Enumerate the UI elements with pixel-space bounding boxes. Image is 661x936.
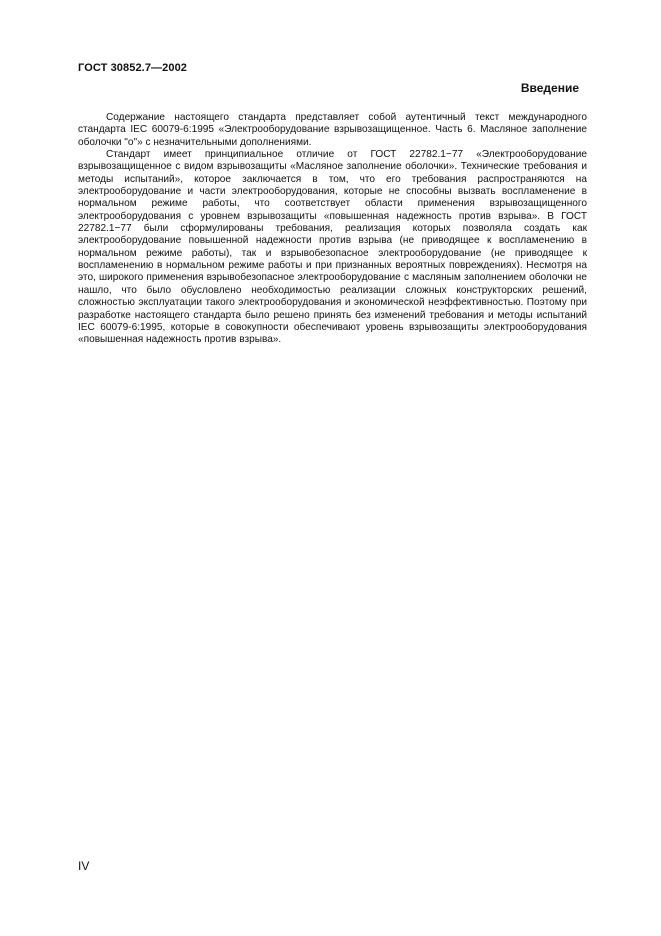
paragraph-1: Содержание настоящего стандарта представляет собой аутентичный текст международного стандарта IEC 60079-6:1995 «Электрооборудование взрывозащищенное. Часть 6. Масляное заполнение оболочки "о"» с незначительными дополнениями. [78,112,587,148]
paragraph-2: Стандарт имеет принципиальное отличие от ГОСТ 22782.1−77 «Электрооборудование взрывозащищенное с видом взрывозащиты «Масляное заполнение оболочки». Технические требования и методы испытаний», которое заключается в том, что его требования распространяются на электрооборудование и части электрооборудования, которые не способны вызвать воспламенение в нормальном режиме работы, что соответствует области применения взрывозащищенного электрооборудования с уровнем взрывозащиты «повышенная надежность против взрыва». В ГОСТ 22782.1−77 были сформулированы требования, реализация которых позволяла создать как электрооборудование повышенной надежности против взрыва (не приводящее к воспламенению в нормальном режиме работы), так и взрывобезопасное электрооборудование (не приводящее к воспламенению в нормальном режиме работы и при признанных вероятных повреждениях). Несмотря на это, широкого применения взрывобезопасное электрооборудование с масляным заполнением оболочки не нашло, что было обусловлено необходимостью реализации сложных конструкторских решений, сложностью эксплуатации такого электрооборудования и экономической неэффективностью. Поэтому при разработке настоящего стандарта было решено принять без изменений требования и методы испытаний IEC 60079-6:1995, которые в совокупности обеспечивают уровень взрывозащиты электрооборудования «повышенная надежность против взрыва». [78,149,587,346]
document-id: ГОСТ 30852.7—2002 [78,62,188,74]
section-title: Введение [520,81,579,95]
section-body [78,112,587,347]
page-number: IV [78,859,90,873]
